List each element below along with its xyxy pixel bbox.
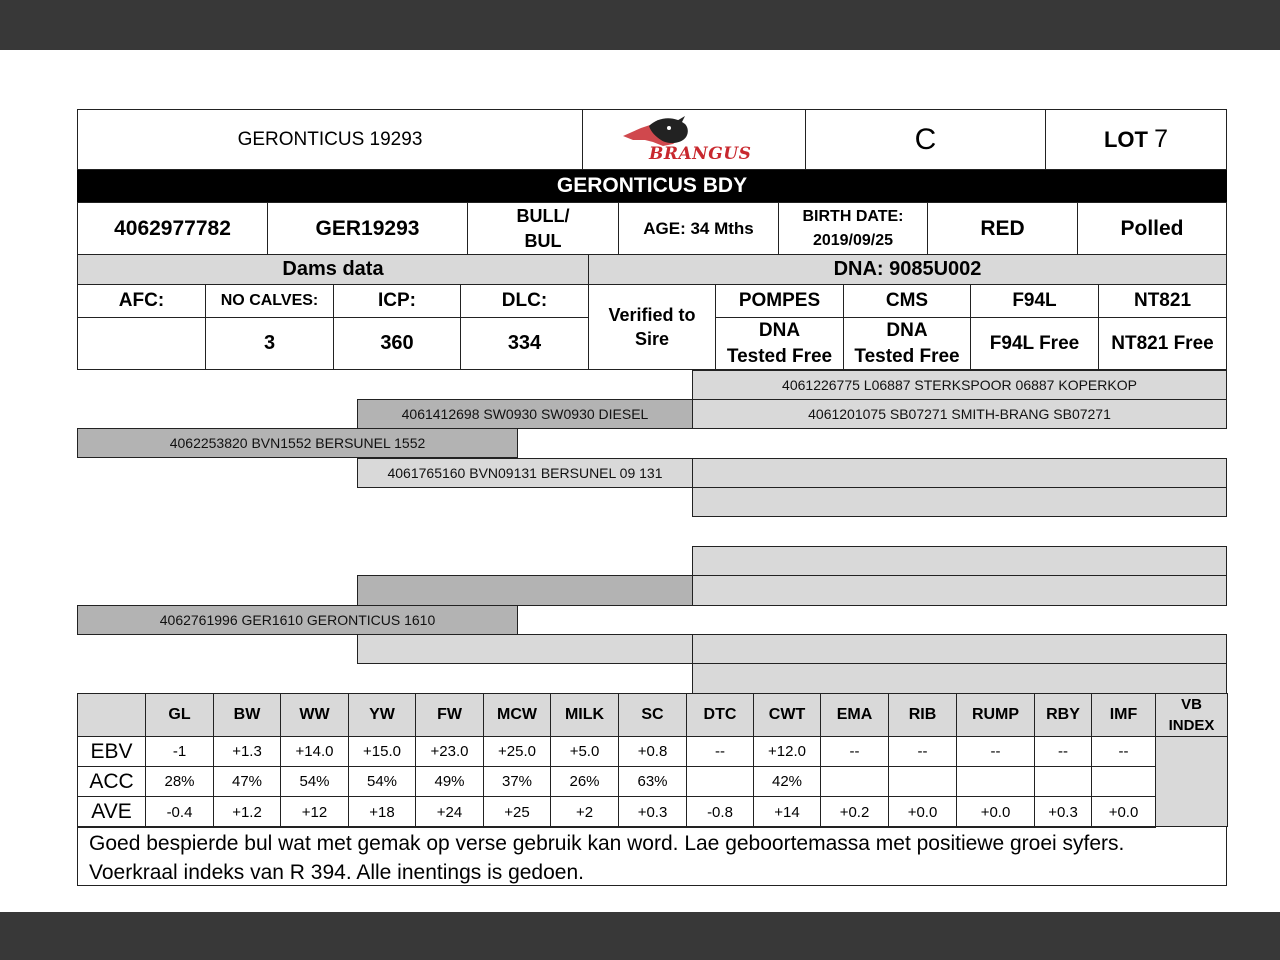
comment-box: Goed bespierde bul wat met gemak op verse gebruik kan word. Lae geboortemassa met positiewe groei syfers. Voerkraal indeks van R 394. Alle inentings is gedoen. xyxy=(77,826,1227,886)
ebv-value-cell: +2 xyxy=(550,796,619,828)
bottom-frame-bar xyxy=(0,912,1280,960)
dna-result-line1: DNA xyxy=(886,319,928,341)
ebv-value-cell: +0.2 xyxy=(820,796,889,828)
verified-line1: Verified to xyxy=(608,305,696,325)
verified-line2: Sire xyxy=(634,329,670,349)
ebv-value-cell: 63% xyxy=(618,766,687,797)
ebv-value-cell: +25.0 xyxy=(483,736,551,767)
lot-box xyxy=(1045,109,1227,170)
ebv-value-cell: +12 xyxy=(280,796,349,828)
ebv-trait-header: MILK xyxy=(550,693,619,737)
dams-value-dlc: 334 xyxy=(460,317,589,370)
ebv-value-cell: -- xyxy=(956,736,1035,767)
ebv-value-cell: 49% xyxy=(415,766,484,797)
birth-date-cell xyxy=(778,202,928,255)
dna-title: DNA: 9085U002 xyxy=(588,254,1227,285)
ebv-value-cell xyxy=(1091,766,1156,797)
ebv-value-cell: +18 xyxy=(348,796,416,828)
ebv-value-cell: 42% xyxy=(753,766,821,797)
pedigree-sire-dam-dam xyxy=(692,487,1227,517)
ebv-value-cell: +0.0 xyxy=(1091,796,1156,828)
dams-value-icp: 360 xyxy=(333,317,461,370)
ebv-value-cell xyxy=(686,766,754,797)
ebv-value-cell xyxy=(820,766,889,797)
ebv-value-cell: +0.3 xyxy=(618,796,687,828)
colour-cell: RED xyxy=(927,202,1078,255)
dna-result-cms xyxy=(843,317,971,370)
registration-title: GERONTICUS 19293 xyxy=(77,109,583,170)
ebv-value-cell: -- xyxy=(1034,736,1092,767)
birth-date-label: BIRTH DATE: xyxy=(802,207,904,225)
horn-status-cell: Polled xyxy=(1077,202,1227,255)
vb-index-value xyxy=(1155,736,1228,827)
ebv-row-label: ACC xyxy=(77,766,146,797)
pedigree-sire-dam: 4061765160 BVN09131 BERSUNEL 09 131 xyxy=(357,458,693,488)
ebv-value-cell: -- xyxy=(820,736,889,767)
sex-line1: BULL/ xyxy=(516,205,570,226)
brangus-wordmark: BRANGUS xyxy=(649,144,752,164)
pedigree-dam: 4062761996 GER1610 GERONTICUS 1610 xyxy=(77,605,518,635)
ebv-value-cell: 28% xyxy=(145,766,214,797)
ebv-trait-header: WW xyxy=(280,693,349,737)
top-frame-bar xyxy=(0,0,1280,50)
pedigree-dam-dam-sire xyxy=(692,634,1227,664)
dna-result-line2: Tested Free xyxy=(854,345,960,367)
ebv-value-cell: +1.2 xyxy=(213,796,281,828)
ebv-corner-cell xyxy=(77,693,146,737)
sex-line2: BUL xyxy=(524,230,562,251)
ebv-value-cell: +12.0 xyxy=(753,736,821,767)
dams-header-afc: AFC: xyxy=(77,284,206,318)
ebv-value-cell: 54% xyxy=(348,766,416,797)
dams-header-icp: ICP: xyxy=(333,284,461,318)
ebv-trait-header: DTC xyxy=(686,693,754,737)
pedigree-sire-sire: 4061412698 SW0930 SW0930 DIESEL xyxy=(357,399,693,429)
ebv-value-cell xyxy=(956,766,1035,797)
ebv-trait-header: GL xyxy=(145,693,214,737)
pedigree-dam-sire xyxy=(357,575,693,606)
ebv-trait-header: RBY xyxy=(1034,693,1092,737)
vb-index-header xyxy=(1155,693,1228,737)
ebv-trait-header: EMA xyxy=(820,693,889,737)
lot-label: LOT xyxy=(1103,126,1148,152)
ebv-value-cell: -0.8 xyxy=(686,796,754,828)
dams-header-dlc: DLC: xyxy=(460,284,589,318)
dams-data-title: Dams data xyxy=(77,254,589,285)
ebv-value-cell: 54% xyxy=(280,766,349,797)
ebv-value-cell: +5.0 xyxy=(550,736,619,767)
dna-header-pompes: POMPES xyxy=(715,284,844,318)
pedigree-sire-sire-dam: 4061201075 SB07271 SMITH-BRANG SB07271 xyxy=(692,399,1227,429)
ebv-value-cell: -- xyxy=(888,736,957,767)
birth-date-value: 2019/09/25 xyxy=(812,231,894,249)
dna-header-f94l: F94L xyxy=(970,284,1099,318)
ebv-trait-header: SC xyxy=(618,693,687,737)
ebv-trait-header: YW xyxy=(348,693,416,737)
animal-name-band: GERONTICUS BDY xyxy=(77,170,1227,202)
pedigree-dam-sire-sire xyxy=(692,546,1227,576)
ebv-trait-header: FW xyxy=(415,693,484,737)
ebv-value-cell: +0.0 xyxy=(888,796,957,828)
ebv-value-cell: -- xyxy=(686,736,754,767)
ebv-value-cell: -- xyxy=(1091,736,1156,767)
ebv-trait-header: IMF xyxy=(1091,693,1156,737)
animal-code: GER19293 xyxy=(267,202,468,255)
dna-result-line2: Tested Free xyxy=(726,345,833,367)
ebv-value-cell: +25 xyxy=(483,796,551,828)
ebv-value-cell: +15.0 xyxy=(348,736,416,767)
vb-index-line2: INDEX xyxy=(1168,717,1215,734)
ebv-value-cell: -0.4 xyxy=(145,796,214,828)
dna-result-line1: DNA xyxy=(758,319,801,341)
dna-result-f94l: F94L Free xyxy=(970,317,1099,370)
ebv-trait-header: MCW xyxy=(483,693,551,737)
dna-result-nt821: NT821 Free xyxy=(1098,317,1227,370)
dams-value-no-calves: 3 xyxy=(205,317,334,370)
ebv-value-cell: +0.8 xyxy=(618,736,687,767)
ebv-trait-header: RUMP xyxy=(956,693,1035,737)
ebv-value-cell: -1 xyxy=(145,736,214,767)
ebv-value-cell xyxy=(1034,766,1092,797)
ebv-value-cell: 37% xyxy=(483,766,551,797)
ebv-trait-header: BW xyxy=(213,693,281,737)
ebv-value-cell: +0.3 xyxy=(1034,796,1092,828)
ebv-value-cell xyxy=(888,766,957,797)
sex-cell xyxy=(467,202,619,255)
ebv-value-cell: +14 xyxy=(753,796,821,828)
pedigree-dam-dam xyxy=(357,634,693,664)
ebv-row-label: EBV xyxy=(77,736,146,767)
ebv-trait-header: CWT xyxy=(753,693,821,737)
pedigree-dam-sire-dam xyxy=(692,575,1227,606)
dams-value-afc xyxy=(77,317,206,370)
dams-header-no-calves: NO CALVES: xyxy=(205,284,334,318)
ebv-value-cell: +14.0 xyxy=(280,736,349,767)
ebv-trait-header: RIB xyxy=(888,693,957,737)
ebv-value-cell: 26% xyxy=(550,766,619,797)
dna-result-pompes xyxy=(715,317,844,370)
pedigree-sire: 4062253820 BVN1552 BERSUNEL 1552 xyxy=(77,428,518,458)
ebv-value-cell: +1.3 xyxy=(213,736,281,767)
dna-header-cms: CMS xyxy=(843,284,971,318)
dna-header-nt821: NT821 xyxy=(1098,284,1227,318)
brangus-logo xyxy=(582,109,806,170)
lot-number: 7 xyxy=(1154,125,1169,153)
grade-letter: C xyxy=(805,109,1046,170)
age-cell: AGE: 34 Mths xyxy=(618,202,779,255)
pedigree-dam-dam-dam xyxy=(692,663,1227,694)
verified-to-sire xyxy=(588,284,716,370)
id-number: 4062977782 xyxy=(77,202,268,255)
pedigree-sire-dam-sire xyxy=(692,458,1227,488)
ebv-value-cell: 47% xyxy=(213,766,281,797)
ebv-value-cell: +24 xyxy=(415,796,484,828)
pedigree-sire-sire-sire: 4061226775 L06887 STERKSPOOR 06887 KOPERKOP xyxy=(692,370,1227,400)
ebv-row-label: AVE xyxy=(77,796,146,828)
vb-index-line1: VB xyxy=(1181,696,1202,713)
ebv-value-cell: +0.0 xyxy=(956,796,1035,828)
ebv-value-cell: +23.0 xyxy=(415,736,484,767)
